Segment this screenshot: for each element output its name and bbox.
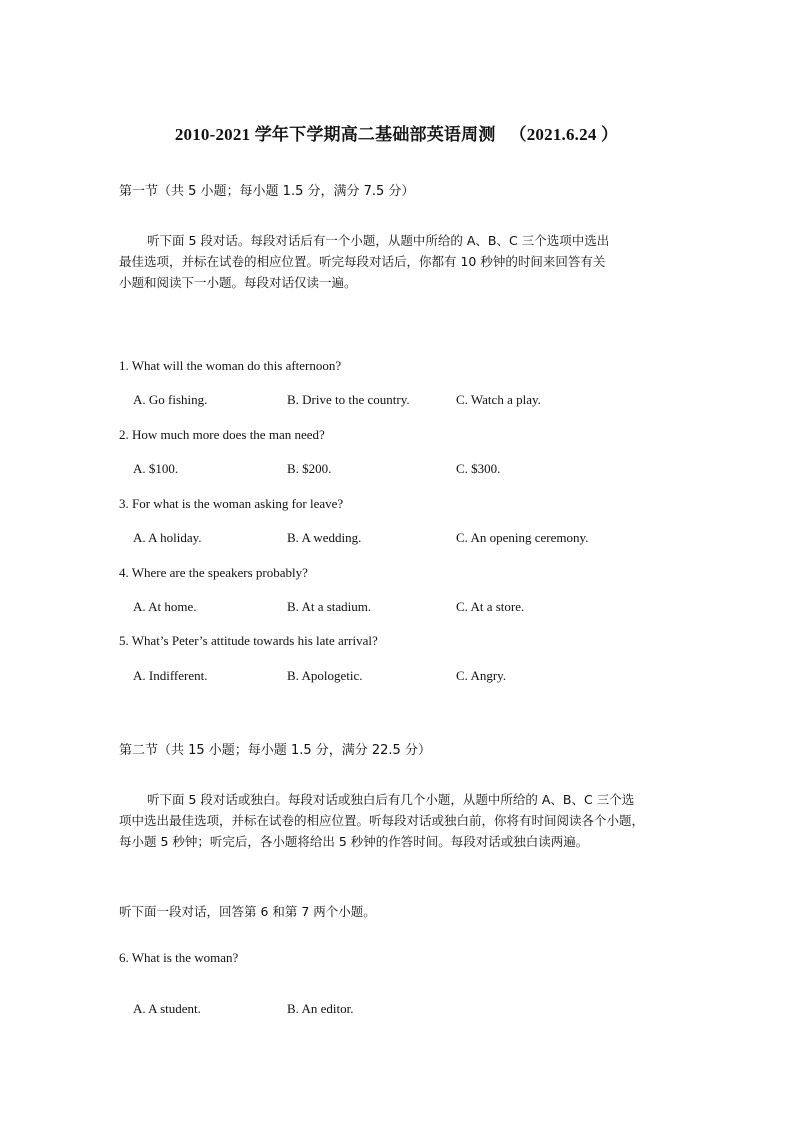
instruction-line: 小题和阅读下一小题。每段对话仅读一遍。: [119, 275, 357, 290]
option-a: A. Go fishing.: [133, 392, 208, 407]
option-a: A. A holiday.: [133, 530, 202, 545]
option-a: A. A student.: [133, 1001, 201, 1016]
option-c: C. At a store.: [456, 599, 525, 614]
question-5-options: [133, 668, 693, 686]
option-c: C. Angry.: [456, 668, 507, 683]
question-6-options: [133, 1001, 693, 1019]
section2-sub-instruction: 听下面一段对话，回答第 6 和第 7 两个小题。: [119, 904, 376, 919]
option-a: A. Indifferent.: [133, 668, 208, 683]
title-date: （2021.6.24 ）: [509, 125, 619, 144]
option-b: B. At a stadium.: [287, 599, 372, 614]
option-b: B. Drive to the country.: [287, 392, 410, 407]
question-2-options: [133, 461, 693, 479]
question-2: 2. How much more does the man need?: [119, 427, 325, 442]
instruction-line: 最佳选项，并标在试卷的相应位置。听完每段对话后，你都有 10 秒钟的时间来回答有关: [119, 254, 606, 269]
instruction-line: 每小题 5 秒钟；听完后，各小题将给出 5 秒钟的作答时间。每段对话或独白读两遍。: [119, 834, 589, 849]
section1-heading: 第一节（共 5 小题；每小题 1.5 分，满分 7.5 分）: [119, 184, 415, 199]
question-3-options: [133, 530, 693, 548]
option-a: A. At home.: [133, 599, 197, 614]
instruction-line: 听下面 5 段对话。每段对话后有一个小题，从题中所给的 A、B、C 三个选项中选出: [147, 233, 610, 248]
option-b: B. $200.: [287, 461, 332, 476]
option-c: C. $300.: [456, 461, 501, 476]
question-6: 6. What is the woman?: [119, 950, 239, 965]
section2-heading: 第二节（共 15 小题；每小题 1.5 分，满分 22.5 分）: [119, 743, 431, 758]
section2-instructions: [119, 789, 679, 852]
option-b: B. An editor.: [287, 1001, 354, 1016]
question-4-options: [133, 599, 693, 617]
section1-instructions: [119, 230, 679, 293]
option-b: B. A wedding.: [287, 530, 362, 545]
question-5: 5. What’s Peter’s attitude towards his late arrival?: [119, 633, 378, 648]
instruction-line: 听下面 5 段对话或独白。每段对话或独白后有几个小题，从题中所给的 A、B、C 三个选: [147, 792, 635, 807]
question-3: 3. For what is the woman asking for leave?: [119, 496, 344, 511]
title-main: 2010-2021 学年下学期高二基础部英语周测: [174, 125, 496, 144]
option-c: C. An opening ceremony.: [456, 530, 589, 545]
option-b: B. Apologetic.: [287, 668, 363, 683]
option-c: C. Watch a play.: [456, 392, 541, 407]
question-4: 4. Where are the speakers probably?: [119, 565, 308, 580]
instruction-line: 项中选出最佳选项，并标在试卷的相应位置。听每段对话或独白前，你将有时间阅读各个小题，: [119, 813, 645, 828]
question-1: 1. What will the woman do this afternoon?: [119, 358, 342, 373]
question-1-options: [133, 392, 693, 410]
page-title: [0, 120, 793, 145]
option-a: A. $100.: [133, 461, 179, 476]
